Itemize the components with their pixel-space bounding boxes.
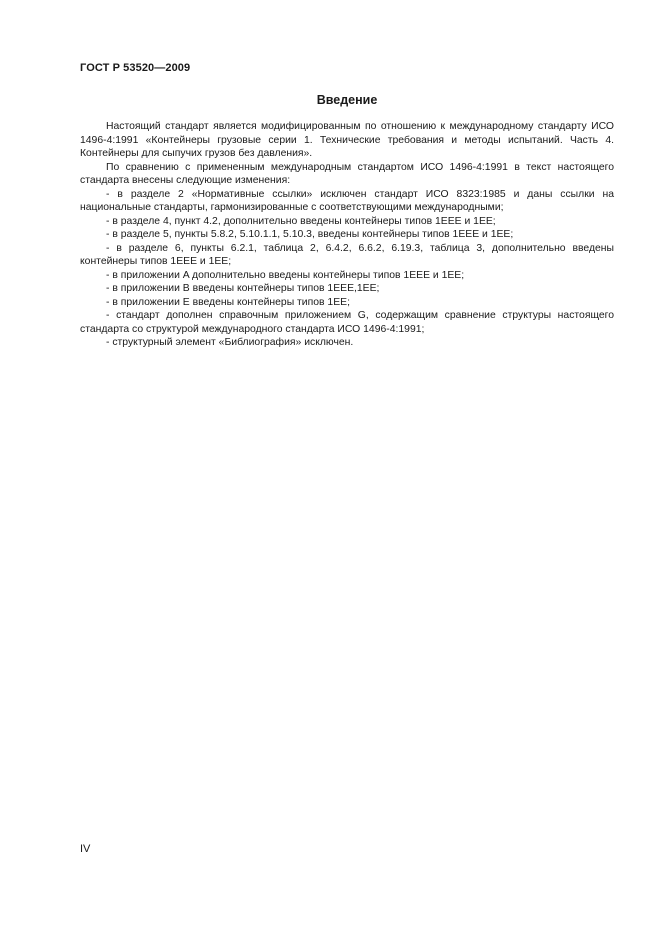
list-item: - в разделе 4, пункт 4.2, дополнительно введены контейнеры типов 1EEE и 1EE; bbox=[106, 215, 496, 227]
paragraph-changes-intro: По сравнению с примененным международным стандартом ИСО 1496-4:1991 в текст настоящего стандарта внесены следующие изменения: bbox=[80, 161, 614, 186]
list-item: - в приложении B введены контейнеры типов 1EEE,1EE; bbox=[106, 283, 380, 294]
list-item: - в приложении A дополнительно введены контейнеры типов 1EEE и 1EE; bbox=[106, 269, 465, 281]
page-number: IV bbox=[80, 843, 91, 855]
list-item: - в разделе 5, пункты 5.8.2, 5.10.1.1, 5.10.3, введены контейнеры типов 1EEE и 1EE; bbox=[106, 229, 514, 240]
document-id: ГОСТ Р 53520—2009 bbox=[80, 62, 191, 74]
section-title: Введение bbox=[316, 93, 378, 107]
list-item: - в разделе 6, пункты 6.2.1, таблица 2, 6.4.2, 6.6.2, 6.19.3, таблица 3, дополнительно введены контейнеры типов 1EEE и 1EE; bbox=[80, 242, 614, 267]
list-item: - в разделе 2 «Нормативные ссылки» исключен стандарт ИСО 8323:1985 и даны ссылки на национальные стандарты, гармонизированные с соответствующими международными; bbox=[80, 188, 614, 213]
list-item: - стандарт дополнен справочным приложением G, содержащим сравнение структуры настоящего стандарта со структурой международного стандарта ИСО 1496-4:1991; bbox=[80, 310, 614, 335]
list-item: - в приложении E введены контейнеры типов 1EE; bbox=[106, 296, 350, 308]
paragraph-intro: Настоящий стандарт является модифицированным по отношению к международному стандарту ИСО 1496-4:1991 «Контейнеры грузовые серии 1. Технические требования и методы испытаний. Часть 4. Контейнеры для сыпучих грузов без давления». bbox=[80, 121, 614, 159]
list-item: - структурный элемент «Библиография» исключен. bbox=[106, 337, 354, 348]
section-body bbox=[80, 120, 614, 350]
